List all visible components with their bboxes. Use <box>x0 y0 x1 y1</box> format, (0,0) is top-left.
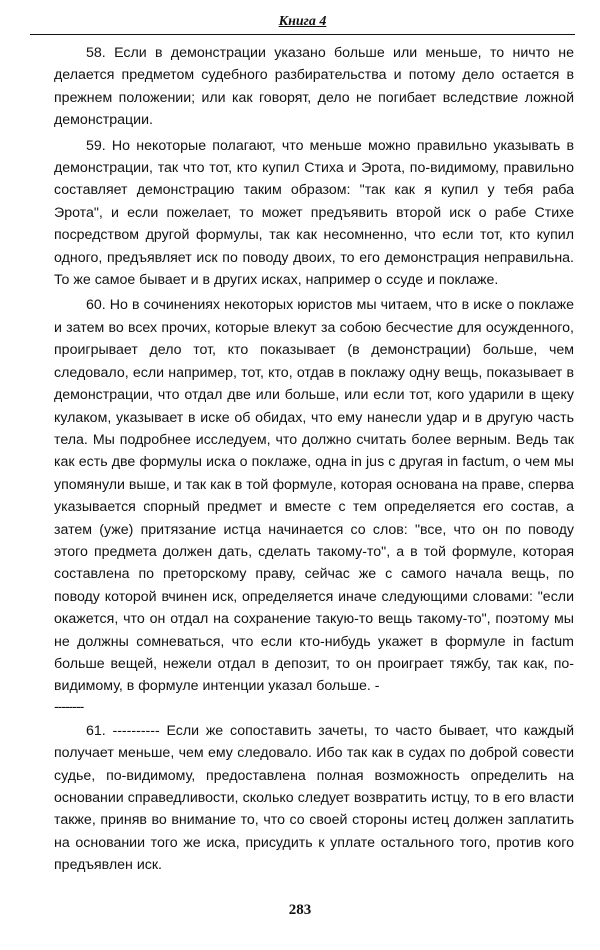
running-header <box>30 12 575 35</box>
book-title: Книга 4 <box>278 14 327 29</box>
dash-separator: -------- <box>54 697 84 714</box>
page-body <box>54 42 574 880</box>
paragraph-60: 60. Но в сочинениях некоторых юристов мы читаем, что в иске о поклаже и затем во всех прочих, которые влекут за собою бесчестие для осужденного, проигрывает дело тот, кто показывает (в демонстрации) больше, чем следовало, если например, тот, кто, отдав в поклажу одну вещь, показывает в демонстрации, что отдал две или больше, или если тот, кого ударили в щеку кулаком, указывает в иске об обидах, что ему нанесли удар и в другую часть тела. Мы подробнее исследуем, что должно считать более верным. Ведь так как есть две формулы иска о поклаже, одна in jus с другая in factum, о чем мы упомянули выше, и так как в той формуле, которая основана на праве, сперва указывается спорный предмет и вместе с тем определяется его состав, а затем (уже) притязание истца начинается со слов: "все, что он по поводу этого предмета должен дать, сделать такому-то", а в той формуле, которая составлена по преторскому праву, сейчас же с самого начала вещь, по поводу которой вчинен иск, определяется иначе следующими словами: "если окажется, что он отдал на сохранение такую-то вещь такому-то", поэтому мы не должны сомневаться, что если кто-нибудь укажет в формуле in factum больше вещей, нежели отдал в депозит, то он проиграет тяжбу, так как, по-видимому, в формуле интенции указал больше. - <box>54 297 574 695</box>
paragraph-61: 61. ---------- Если же сопоставить зачеты, то часто бывает, что каждый получает меньше, чем ему следовало. Ибо так как в судах по доброй совести судье, по-видимому, предоставлена полная возможность определить на основании справедливости, сколько следует возвратить истцу, то в его власти также, приняв во внимание то, что со своей стороны истец должен заплатить на основании того же иска, присудить к уплате остального того, против кого предъявлен иск. <box>54 722 574 874</box>
page-number: 283 <box>288 902 312 918</box>
paragraph-58: 58. Если в демонстрации указано больше или меньше, то ничто не делается предметом судебного разбирательства и потому дело остается в прежнем положении; или как говорят, дело не погибает вследствие ложной демонстрации. <box>54 45 574 129</box>
paragraph-59: 59. Но некоторые полагают, что меньше можно правильно указывать в демонстрации, так что тот, кто купил Стиха и Эрота, по-видимому, правильно составляет демонстрацию таким образом: "так как я купил у тебя раба Эрота", и если пожелает, то может предъявить второй иск о рабе Стихе посредством другой формулы, так как несомненно, что если тот, кто купил одного, предъявляет иск по поводу двоих, то его демонстрация неправильна. То же самое бывает и в других исках, например о ссуде и поклаже. <box>54 137 574 289</box>
